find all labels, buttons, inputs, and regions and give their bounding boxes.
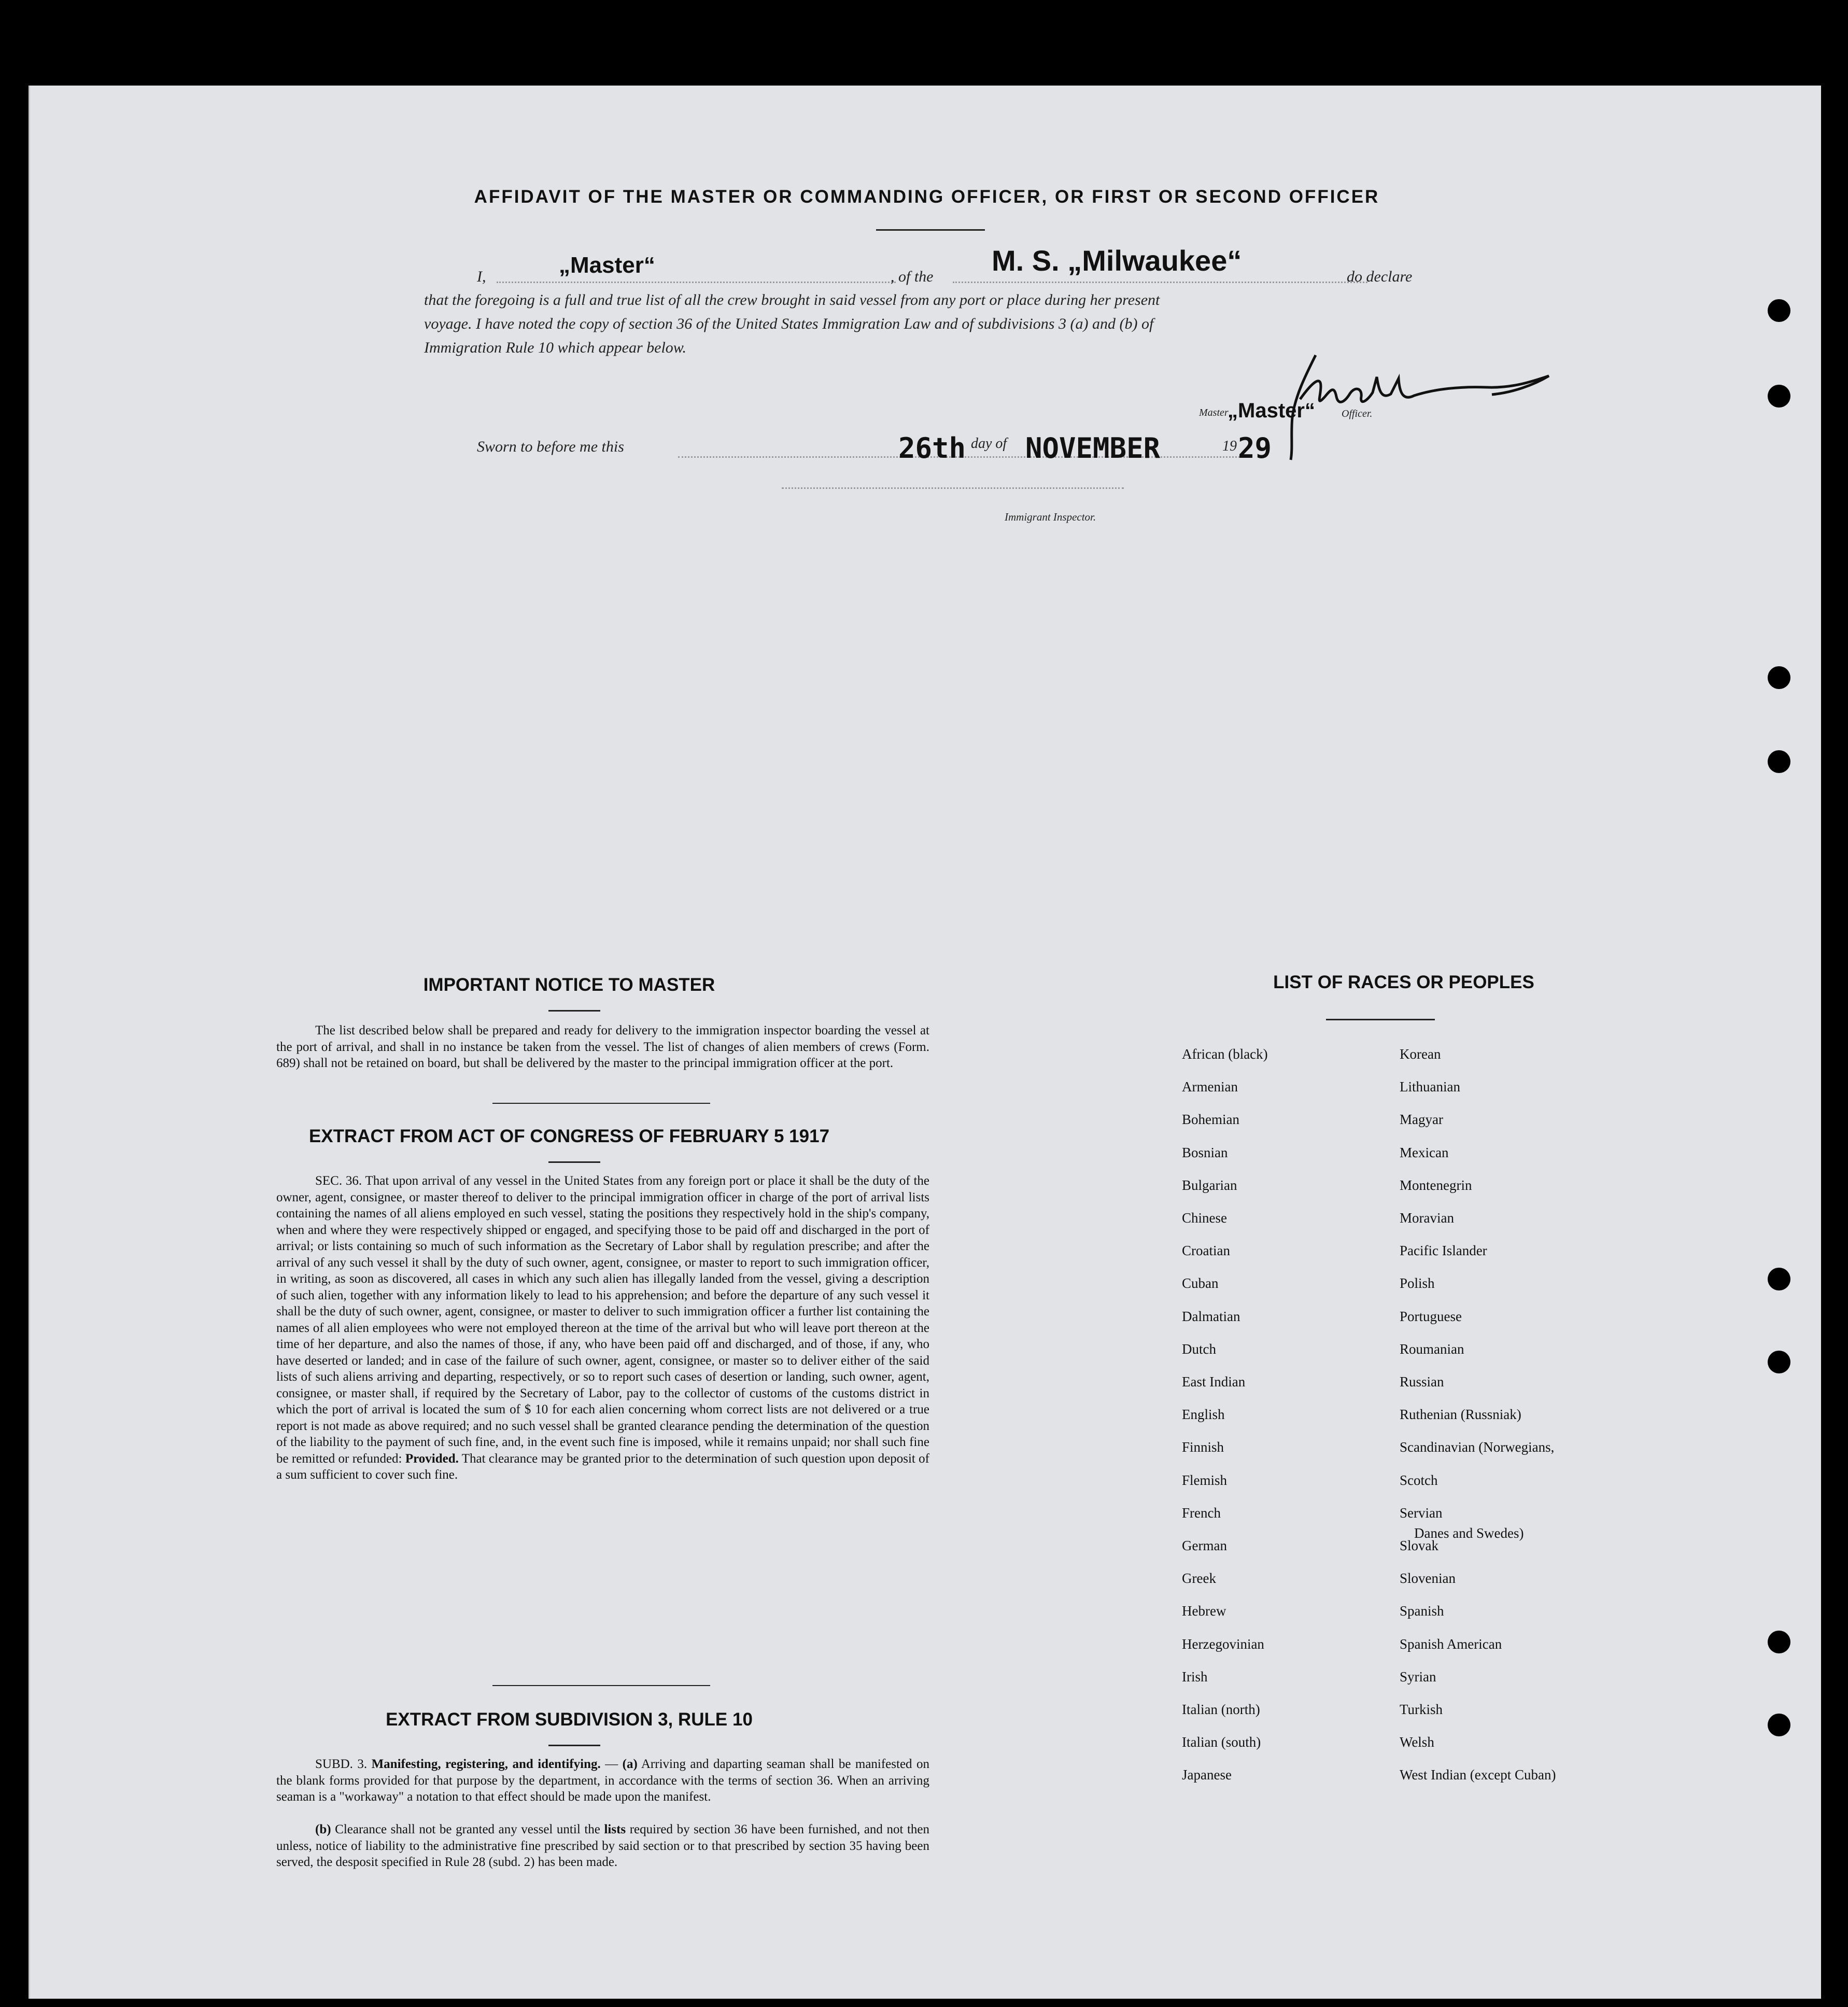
subd-a-text: Arriving and daparting seaman shall be manifested on the blank forms provided for that purpose by the department, in accordance with the terms of section 36. When an arriving seaman is a "workaway" a notation to that effect should be made upon the manifest. xyxy=(276,1757,929,1804)
of-the-label: , of the xyxy=(891,268,934,285)
declaration-line-4: Immigration Rule 10 which appear below. xyxy=(424,339,687,356)
inspector-label: Immigrant Inspector. xyxy=(1005,511,1096,523)
race-item: Ruthenian (Russniak) xyxy=(1400,1407,1521,1423)
race-item: Cuban xyxy=(1182,1275,1219,1292)
race-item: Roumanian xyxy=(1400,1341,1464,1357)
race-item: Bosnian xyxy=(1182,1144,1228,1160)
notice-text: The list described below shall be prepared and ready for delivery to the immigration inspector boarding the vessel at the port of arrival, and shall in no instance be taken from the vessel. The list of changes of alien members of crews (Form. 689) shall not be retained on board, but shall be delivered by the master to the principal immigration officer at the port. xyxy=(276,1023,929,1070)
sworn-label: Sworn to before me this xyxy=(477,438,624,455)
master-name-line xyxy=(497,282,896,283)
race-item: Korean xyxy=(1400,1046,1441,1062)
punch-hole xyxy=(1768,666,1790,689)
race-item: Italian (south) xyxy=(1182,1734,1261,1750)
heading-divider xyxy=(876,229,985,231)
race-item: Flemish xyxy=(1182,1472,1228,1488)
race-item: German xyxy=(1182,1538,1227,1553)
subd-b-lists: lists xyxy=(604,1822,626,1836)
race-item: Servian xyxy=(1400,1505,1443,1521)
race-item: Croatian xyxy=(1182,1243,1230,1259)
act-text xyxy=(276,1173,929,1483)
subd-a-label: (a) xyxy=(622,1757,638,1771)
race-item: Greek xyxy=(1182,1570,1216,1587)
race-item: Russian xyxy=(1400,1374,1444,1390)
race-scandinavian-continued: Danes and Swedes) xyxy=(1414,1525,1524,1541)
subd-dash: — xyxy=(605,1757,623,1771)
document-page xyxy=(29,86,1821,1999)
do-declare-label: do declare xyxy=(1347,268,1413,285)
rule-text-b xyxy=(276,1821,929,1871)
sworn-year: 29 xyxy=(1238,432,1272,465)
officer-master-label: Master xyxy=(1199,407,1229,418)
notice-divider xyxy=(548,1010,600,1012)
race-item: Syrian xyxy=(1400,1668,1436,1685)
races-title: LIST OF RACES OR PEOPLES xyxy=(1273,972,1534,992)
rule-divider xyxy=(548,1745,600,1746)
rule-text-a xyxy=(276,1756,929,1805)
race-item: Magyar xyxy=(1400,1112,1443,1128)
rule-title: EXTRACT FROM SUBDIVISION 3, RULE 10 xyxy=(386,1709,753,1730)
officer-label: Officer. xyxy=(1342,408,1373,419)
subd-b-label: (b) xyxy=(315,1822,331,1836)
subd-b-text-2: required by section 36 have been furnished, and not then unless, notice of liability to the administrative fine prescribed by said section or to that prescribed by section 35 having been served, the desposit specified in Rule 28 (subd. 2) has been made. xyxy=(276,1822,930,1869)
punch-hole xyxy=(1768,1268,1790,1290)
race-item: Herzegovinian xyxy=(1182,1636,1264,1652)
punch-hole xyxy=(1768,1714,1790,1736)
subd-label: SUBD. 3. xyxy=(315,1757,368,1771)
race-item: Irish xyxy=(1182,1668,1208,1685)
inspector-line xyxy=(782,487,1124,489)
vessel-line xyxy=(953,282,1367,283)
race-item: Armenian xyxy=(1182,1079,1238,1095)
subd-heading: Manifesting, registering, and identifying. xyxy=(371,1757,601,1771)
race-item: Pacific Islander xyxy=(1400,1243,1487,1259)
race-item: East Indian xyxy=(1182,1374,1246,1390)
day-of-label: day of xyxy=(971,436,1007,452)
race-item: Spanish American xyxy=(1400,1636,1502,1652)
races-divider xyxy=(1326,1019,1435,1020)
sworn-day: 26th xyxy=(898,432,966,465)
race-item: Spanish xyxy=(1400,1603,1444,1619)
race-item: Italian (north) xyxy=(1182,1702,1260,1717)
race-item: Lithuanian xyxy=(1400,1079,1460,1095)
punch-hole xyxy=(1768,299,1790,322)
race-item: West Indian (except Cuban) xyxy=(1400,1767,1556,1783)
act-body-end: That clearance may be granted prior to the determination of such question upon deposit of a sum sufficient to cover such fine. xyxy=(276,1451,930,1482)
punch-hole xyxy=(1768,750,1790,773)
declaration-line-3: voyage. I have noted the copy of section 36 of the United States Immigration Law and of subdivisions 3 (a) and (b) of xyxy=(424,315,1154,332)
officer-stamp: „Master“ xyxy=(1228,399,1315,422)
race-item: Welsh xyxy=(1400,1734,1434,1750)
section-divider-1 xyxy=(492,1103,710,1104)
sworn-month: NOVEMBER xyxy=(1025,432,1161,465)
race-item: Slovenian xyxy=(1400,1570,1456,1587)
race-item: Scotch xyxy=(1400,1472,1438,1488)
declaration-line-2: that the foregoing is a full and true list of all the crew brought in said vessel from any port or place during her present xyxy=(424,291,1160,308)
notice-title: IMPORTANT NOTICE TO MASTER xyxy=(423,975,715,995)
act-divider xyxy=(548,1161,600,1163)
punch-hole xyxy=(1768,385,1790,408)
punch-hole xyxy=(1768,1631,1790,1653)
race-item: Dutch xyxy=(1182,1341,1216,1357)
race-item: Turkish xyxy=(1400,1702,1443,1717)
subd-b-text-1: Clearance shall not be granted any vessel until the xyxy=(335,1822,600,1836)
vessel-name: M. S. „Milwaukee“ xyxy=(992,244,1242,277)
race-item: Finnish xyxy=(1182,1439,1224,1455)
year-prefix: 19 xyxy=(1222,438,1237,454)
race-item: Moravian xyxy=(1400,1210,1454,1226)
race-item: French xyxy=(1182,1505,1221,1521)
race-item: Japanese xyxy=(1182,1767,1232,1783)
race-item: Montenegrin xyxy=(1400,1177,1472,1193)
act-provided: Provided. xyxy=(405,1451,459,1466)
race-item: Dalmatian xyxy=(1182,1308,1240,1324)
race-item: Chinese xyxy=(1182,1210,1227,1226)
punch-hole xyxy=(1768,1351,1790,1373)
affidavit-heading: AFFIDAVIT OF THE MASTER OR COMMANDING OFFICER, OR FIRST OR SECOND OFFICER xyxy=(474,187,1380,207)
race-item: Hebrew xyxy=(1182,1603,1226,1619)
race-item: Polish xyxy=(1400,1275,1435,1292)
i-label: I, xyxy=(477,268,486,285)
master-name: „Master“ xyxy=(559,252,655,278)
act-title: EXTRACT FROM ACT OF CONGRESS OF FEBRUARY 5 1917 xyxy=(308,1126,830,1146)
race-item: Portuguese xyxy=(1400,1308,1462,1324)
race-item: Mexican xyxy=(1400,1144,1449,1160)
race-item: African (black) xyxy=(1182,1046,1268,1062)
act-body: SEC. 36. That upon arrival of any vessel in the United States from any foreign port or place it shall be the duty of the owner, agent, consignee, or master thereof to deliver to the principal immigration officer in charge of the port of arrival lists containing the names of all aliens employed en such vessel, stating the positions they respectively hold in the ship's company, when and where they were respectively shipped or engaged, and specifying those to be paid off and discharged in the port of arrival; or lists containing so much of such information as the Secretary of Labor shall by regulation prescribe; and after the arrival of any such vessel it shall by the duty of such owner, agent, consignee, or master to report to such immigration officer, in writing, as soon as discovered, all cases in which any such alien has illegally landed from the vessel, giving a description of such alien, together with any information likely to lead to his apprehension; and before the departure of any such vessel it shall be the duty of such owner, agent, consignee, or master to deliver to such immigration officer a further list containing the names of all alien employees who were not employed thereon at the time of the arrival but who will leave port thereon at the time of her departure, and also the names of those, if any, who have been paid off and discharged, and of those, if any, who have deserted or landed; and in case of the failure of such owner, agent, consignee, or master so to deliver either of the said lists of such aliens arriving and departing, respectively, or so to report such cases of desertion or landing, such owner, agent, consignee, or master shall, if required by the Secretary of Labor, pay to the collector of customs of the customs district in which the port of arrival is located the sum of $ 10 for each alien concerning whom correct lists are not delivered or a true report is not made as above required; and no such vessel shall be granted clearance pending the determination of the question of the liability to the payment of such fine, and, in the event such fine is imposed, while it remains unpaid; nor shall such fine be remitted or refunded: xyxy=(276,1174,929,1466)
race-item: Bulgarian xyxy=(1182,1177,1237,1193)
race-item: Bohemian xyxy=(1182,1112,1239,1128)
race-item: Slovak xyxy=(1400,1538,1439,1553)
race-item: Scandinavian (Norwegians, xyxy=(1400,1439,1555,1455)
race-item: English xyxy=(1182,1407,1225,1423)
section-divider-2 xyxy=(492,1685,710,1686)
